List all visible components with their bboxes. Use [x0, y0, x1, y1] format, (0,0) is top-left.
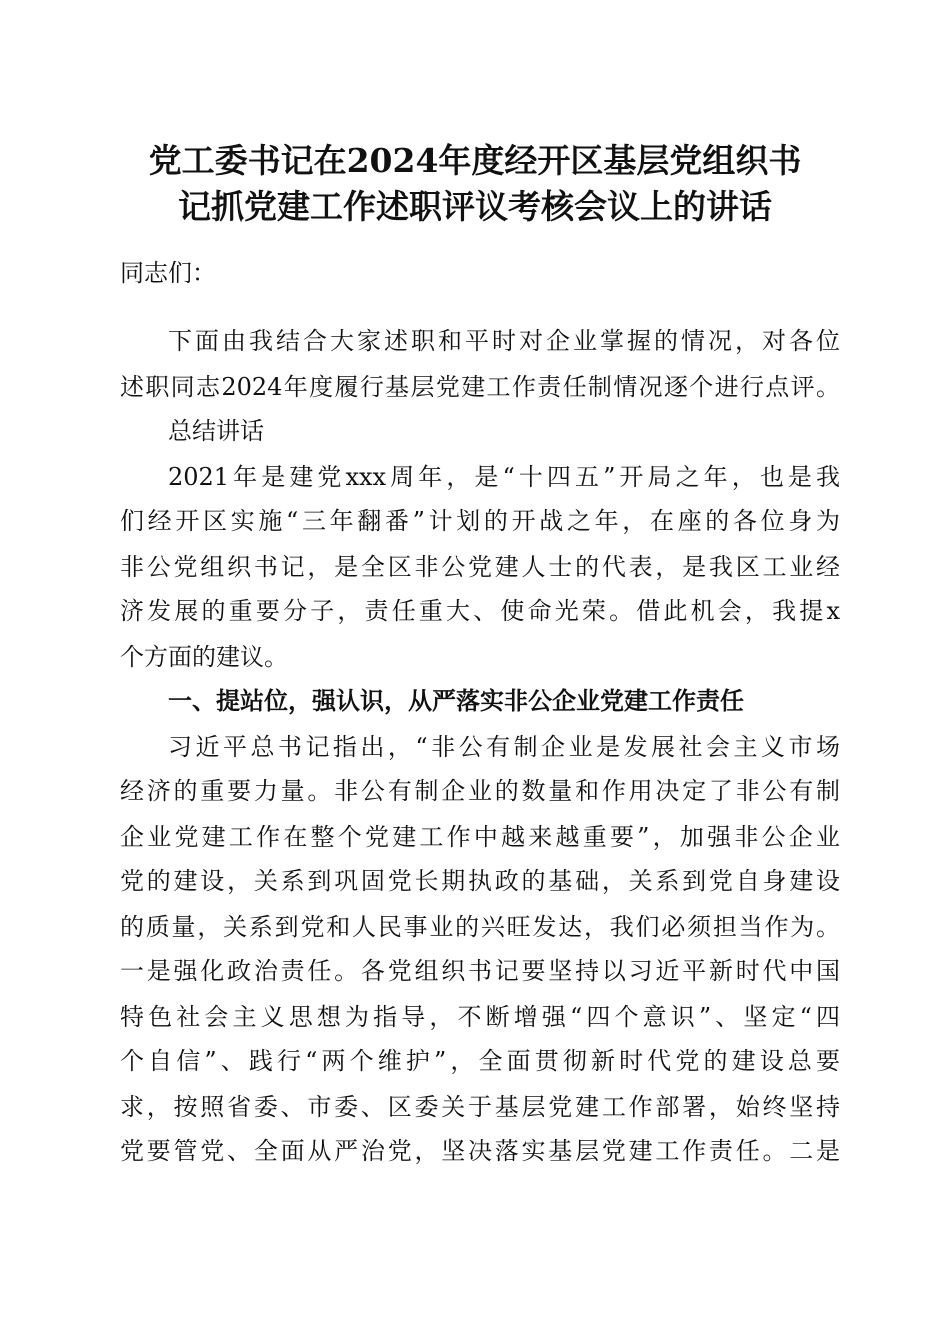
para3-line-1: 习近平总书记指出，“非公有制企业是发展社会主义市场 [168, 733, 840, 761]
para3-line-7: 特色社会主义思想为指导，不断增强“四个意识”、坚定“四 [120, 1003, 840, 1031]
para1-line-1: 下面由我结合大家述职和平时对企业掌握的情况，对各位 [168, 327, 840, 355]
para3-line-9: 求，按照省委、市委、区委关于基层党建工作部署，始终坚持 [120, 1093, 840, 1121]
title-line-1: 党工委书记在2024年度经开区基层党组织书 [148, 141, 802, 180]
section-heading-1: 一、提站位，强认识，从严落实非公企业党建工作责任 [168, 687, 744, 715]
para2-line-2: 们经开区实施“三年翻番”计划的开战之年，在座的各位身为 [120, 507, 840, 535]
para3-line-8: 个自信”、践行“两个维护”，全面贯彻新时代党的建设总要 [120, 1047, 840, 1075]
para2-line-4: 济发展的重要分子，责任重大、使命光荣。借此机会，我提x [120, 597, 840, 625]
title-line-2: 记抓党建工作述职评议考核会议上的讲话 [178, 187, 772, 226]
para3-line-10: 党要管党、全面从严治党，坚决落实基层党建工作责任。二是 [120, 1137, 840, 1165]
para1-line-2: 述职同志2024年度履行基层党建工作责任制情况逐个进行点评。 [120, 373, 840, 401]
para3-line-3: 企业党建工作在整个党建工作中越来越重要”，加强非公企业 [120, 823, 840, 851]
para3-line-6: 一是强化政治责任。各党组织书记要坚持以习近平新时代中国 [120, 957, 840, 985]
para2-line-1: 2021年是建党xxx周年，是“十四五”开局之年，也是我 [168, 463, 840, 491]
para3-line-4: 党的建设，关系到巩固党长期执政的基础，关系到党自身建设 [120, 867, 840, 895]
salutation: 同志们： [120, 259, 216, 287]
para3-line-2: 经济的重要力量。非公有制企业的数量和作用决定了非公有制 [120, 777, 840, 805]
para2-line-5: 个方面的建议。 [120, 643, 288, 671]
para3-line-5: 的质量，关系到党和人民事业的兴旺发达，我们必须担当作为。 [120, 913, 840, 941]
para2-line-3: 非公党组织书记，是全区非公党建人士的代表，是我区工业经 [120, 553, 840, 581]
subtitle: 总结讲话 [168, 417, 264, 445]
